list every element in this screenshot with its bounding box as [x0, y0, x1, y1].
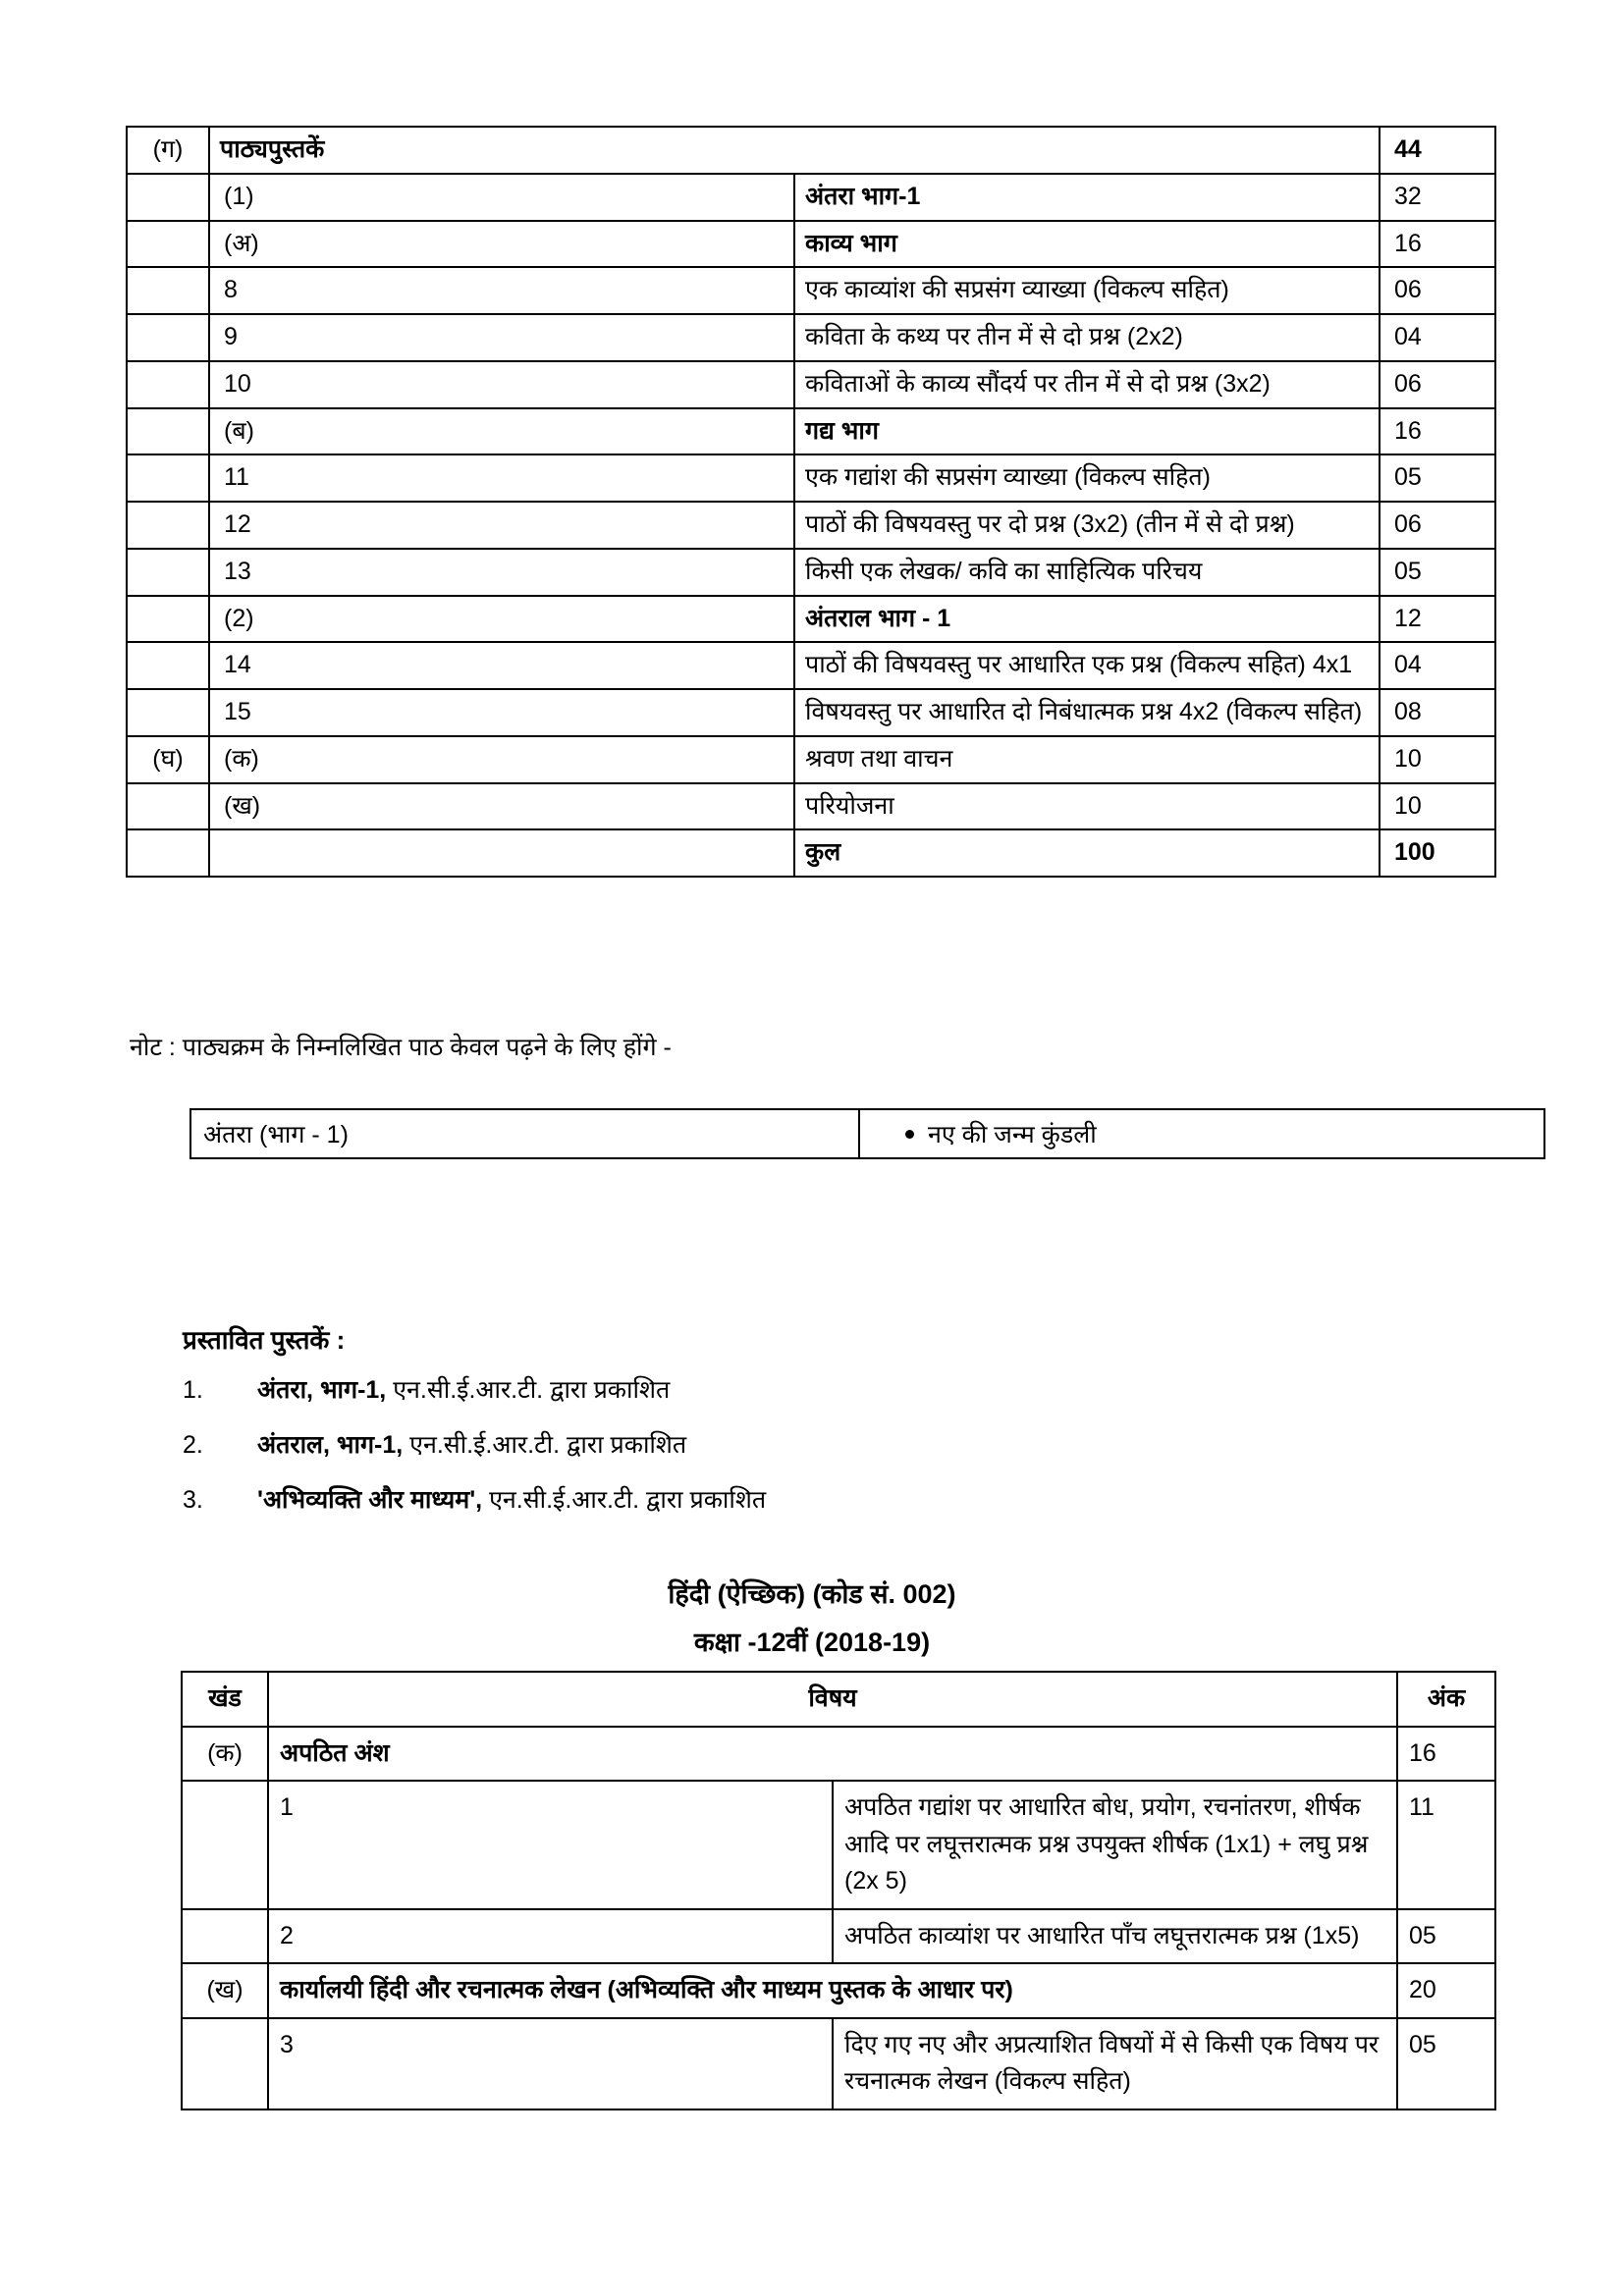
row-khand: [127, 267, 209, 314]
bullet-list-item: [872, 1117, 1532, 1150]
row-vishay: गद्य भाग: [794, 408, 1380, 455]
row-vishay: कार्यालयी हिंदी और रचनात्मक लेखन (अभिव्यक्ति और माध्यम पुस्तक के आधार पर): [268, 1963, 1397, 2018]
reading-only-chapters-table: [189, 1108, 1545, 1159]
row-khand: [182, 1909, 268, 1964]
row-khand: [127, 314, 209, 361]
row-khand: [127, 361, 209, 408]
list-item-index: 3.: [183, 1486, 203, 1514]
total-marks: 100: [1380, 829, 1495, 877]
row-khand: [182, 1781, 268, 1909]
list-item-publisher: एन.सी.ई.आर.टी. द्वारा प्रकाशित: [409, 1431, 687, 1459]
proposed-books-heading: प्रस्तावित पुस्तकें :: [183, 1325, 346, 1355]
list-item-index: 1.: [183, 1376, 203, 1404]
row-vishay: पाठ्यपुस्तकें: [209, 127, 1380, 174]
row-serial: 11: [209, 454, 794, 502]
table-row: [127, 127, 1495, 174]
table1-body: [127, 127, 1495, 877]
table-row: [182, 1781, 1495, 1909]
row-ank: 10: [1380, 736, 1495, 783]
row-khand: [127, 689, 209, 736]
row-ank: 10: [1380, 783, 1495, 830]
table-row: [127, 783, 1495, 830]
row-ank: 12: [1380, 596, 1495, 643]
row-serial: (2): [209, 596, 794, 643]
row-ank: 16: [1397, 1727, 1495, 1782]
row-serial: (ब): [209, 408, 794, 455]
row-khand: [127, 596, 209, 643]
row-vishay: अंतरा भाग-1: [794, 174, 1380, 221]
row-serial: 9: [209, 314, 794, 361]
row-vishay: अंतराल भाग - 1: [794, 596, 1380, 643]
row-vishay: कविताओं के काव्य सौंदर्य पर तीन में से दो प्रश्न (3x2): [794, 361, 1380, 408]
note-table-body: [190, 1109, 1544, 1158]
note-book-name: अंतरा (भाग - 1): [190, 1109, 859, 1158]
table-row: [127, 502, 1495, 549]
row-ank: 11: [1397, 1781, 1495, 1909]
table-row: [182, 1909, 1495, 1964]
row-serial: 13: [209, 549, 794, 596]
header-vishay: विषय: [268, 1672, 1397, 1727]
syllabus-table-class-12-part2: [181, 1671, 1496, 2110]
row-ank: 04: [1380, 642, 1495, 689]
row-khand: (क): [182, 1727, 268, 1782]
row-vishay: एक गद्यांश की सप्रसंग व्याख्या (विकल्प सहित): [794, 454, 1380, 502]
list-item-index: 2.: [183, 1431, 203, 1459]
row-serial: (अ): [209, 221, 794, 268]
header-khand: खंड: [182, 1672, 268, 1727]
row-serial: (ख): [209, 783, 794, 830]
row-vishay: पाठों की विषयवस्तु पर दो प्रश्न (3x2) (तीन में से दो प्रश्न): [794, 502, 1380, 549]
row-serial: 10: [209, 361, 794, 408]
syllabus-table-class-12-part1: [126, 126, 1496, 878]
list-item-title: अंतरा, भाग-1,: [257, 1376, 387, 1404]
row-ank: 16: [1380, 408, 1495, 455]
row-ank: 05: [1397, 1909, 1495, 1964]
row-khand: [182, 2018, 268, 2109]
row-ank: 06: [1380, 361, 1495, 408]
row-serial: 2: [268, 1909, 833, 1964]
row-serial: 1: [268, 1781, 833, 1909]
row-vishay: किसी एक लेखक/ कवि का साहित्यिक परिचय: [794, 549, 1380, 596]
row-ank: 06: [1380, 502, 1495, 549]
row-khand: [127, 502, 209, 549]
table-row: [182, 2018, 1495, 2109]
row-vishay: श्रवण तथा वाचन: [794, 736, 1380, 783]
section-heading-subject-code: हिंदी (ऐच्छिक) (कोड सं. 002): [668, 1579, 956, 1609]
row-ank: 20: [1397, 1963, 1495, 2018]
row-ank: 05: [1380, 454, 1495, 502]
row-khand: [127, 549, 209, 596]
total-label: कुल: [794, 829, 1380, 877]
row-khand: [127, 174, 209, 221]
row-vishay: काव्य भाग: [794, 221, 1380, 268]
list-item-publisher: एन.सी.ई.आर.टी. द्वारा प्रकाशित: [393, 1376, 671, 1404]
row-ank: 05: [1397, 2018, 1495, 2109]
row-vishay: अपठित काव्यांश पर आधारित पाँच लघूत्तरात्मक प्रश्न (1x5): [833, 1909, 1397, 1964]
row-vishay: अपठित गद्यांश पर आधारित बोध, प्रयोग, रचनांतरण, शीर्षक आदि पर लघूत्तरात्मक प्रश्न उपयुक्त शीर्षक (1x1) + लघु प्रश्न (2x 5): [833, 1781, 1397, 1909]
list-item-title: 'अभिव्यक्ति और माध्यम',: [257, 1486, 483, 1514]
row-vishay: एक काव्यांश की सप्रसंग व्याख्या (विकल्प सहित): [794, 267, 1380, 314]
table-row: [127, 221, 1495, 268]
row-ank: 16: [1380, 221, 1495, 268]
bullet-dot-icon: [905, 1130, 914, 1139]
table-row: [127, 454, 1495, 502]
row-serial: 14: [209, 642, 794, 689]
table-row: [127, 642, 1495, 689]
row-serial: 3: [268, 2018, 833, 2109]
table-header-row: [182, 1672, 1495, 1727]
header-ank: अंक: [1397, 1672, 1495, 1727]
table-row: [127, 361, 1495, 408]
table-row: [127, 174, 1495, 221]
row-khand: [127, 221, 209, 268]
note-chapter-label: नए की जन्म कुंडली: [928, 1121, 1097, 1148]
row-ank: 06: [1380, 267, 1495, 314]
table-row: [127, 736, 1495, 783]
table-row: [127, 549, 1495, 596]
row-khand: [127, 454, 209, 502]
row-khand: [127, 408, 209, 455]
table-row: [182, 1727, 1495, 1782]
table-total-row: [127, 829, 1495, 877]
list-item-publisher: एन.सी.ई.आर.टी. द्वारा प्रकाशित: [489, 1486, 767, 1514]
list-item: [183, 1427, 1263, 1461]
row-ank: 44: [1380, 127, 1495, 174]
row-serial: 12: [209, 502, 794, 549]
section-heading-class-year: कक्षा -12वीं (2018-19): [693, 1628, 931, 1657]
table-row: [127, 596, 1495, 643]
table2-body: [182, 1672, 1495, 2109]
row-vishay: दिए गए नए और अप्रत्याशित विषयों में से किसी एक विषय पर रचनात्मक लेखन (विकल्प सहित): [833, 2018, 1397, 2109]
row-khand: (घ): [127, 736, 209, 783]
table-row: [127, 408, 1495, 455]
row-vishay: विषयवस्तु पर आधारित दो निबंधात्मक प्रश्न 4x2 (विकल्प सहित): [794, 689, 1380, 736]
table-row: [127, 689, 1495, 736]
list-item: [183, 1372, 1263, 1406]
row-khand: (ख): [182, 1963, 268, 2018]
total-khand-empty: [127, 829, 209, 877]
row-serial: 15: [209, 689, 794, 736]
row-vishay: परियोजना: [794, 783, 1380, 830]
table-row: [190, 1109, 1544, 1158]
row-ank: 04: [1380, 314, 1495, 361]
row-serial: 8: [209, 267, 794, 314]
list-item-title: अंतराल, भाग-1,: [257, 1431, 404, 1459]
row-serial: (क): [209, 736, 794, 783]
row-vishay: कविता के कथ्य पर तीन में से दो प्रश्न (2x2): [794, 314, 1380, 361]
total-serial-empty: [209, 829, 794, 877]
list-item: [183, 1482, 1263, 1516]
table-row: [127, 314, 1495, 361]
table-row: [127, 267, 1495, 314]
row-ank: 08: [1380, 689, 1495, 736]
row-khand: [127, 642, 209, 689]
row-khand: (ग): [127, 127, 209, 174]
row-khand: [127, 783, 209, 830]
table-row: [182, 1963, 1495, 2018]
row-serial: (1): [209, 174, 794, 221]
row-vishay: अपठित अंश: [268, 1727, 1397, 1782]
row-ank: 05: [1380, 549, 1495, 596]
row-ank: 32: [1380, 174, 1495, 221]
row-vishay: पाठों की विषयवस्तु पर आधारित एक प्रश्न (विकल्प सहित) 4x1: [794, 642, 1380, 689]
proposed-books-list: [183, 1372, 1263, 1537]
note-chapter-cell: [859, 1109, 1544, 1158]
note-text: नोट : पाठ्यक्रम के निम्नलिखित पाठ केवल पढ़ने के लिए होंगे -: [130, 1034, 672, 1061]
